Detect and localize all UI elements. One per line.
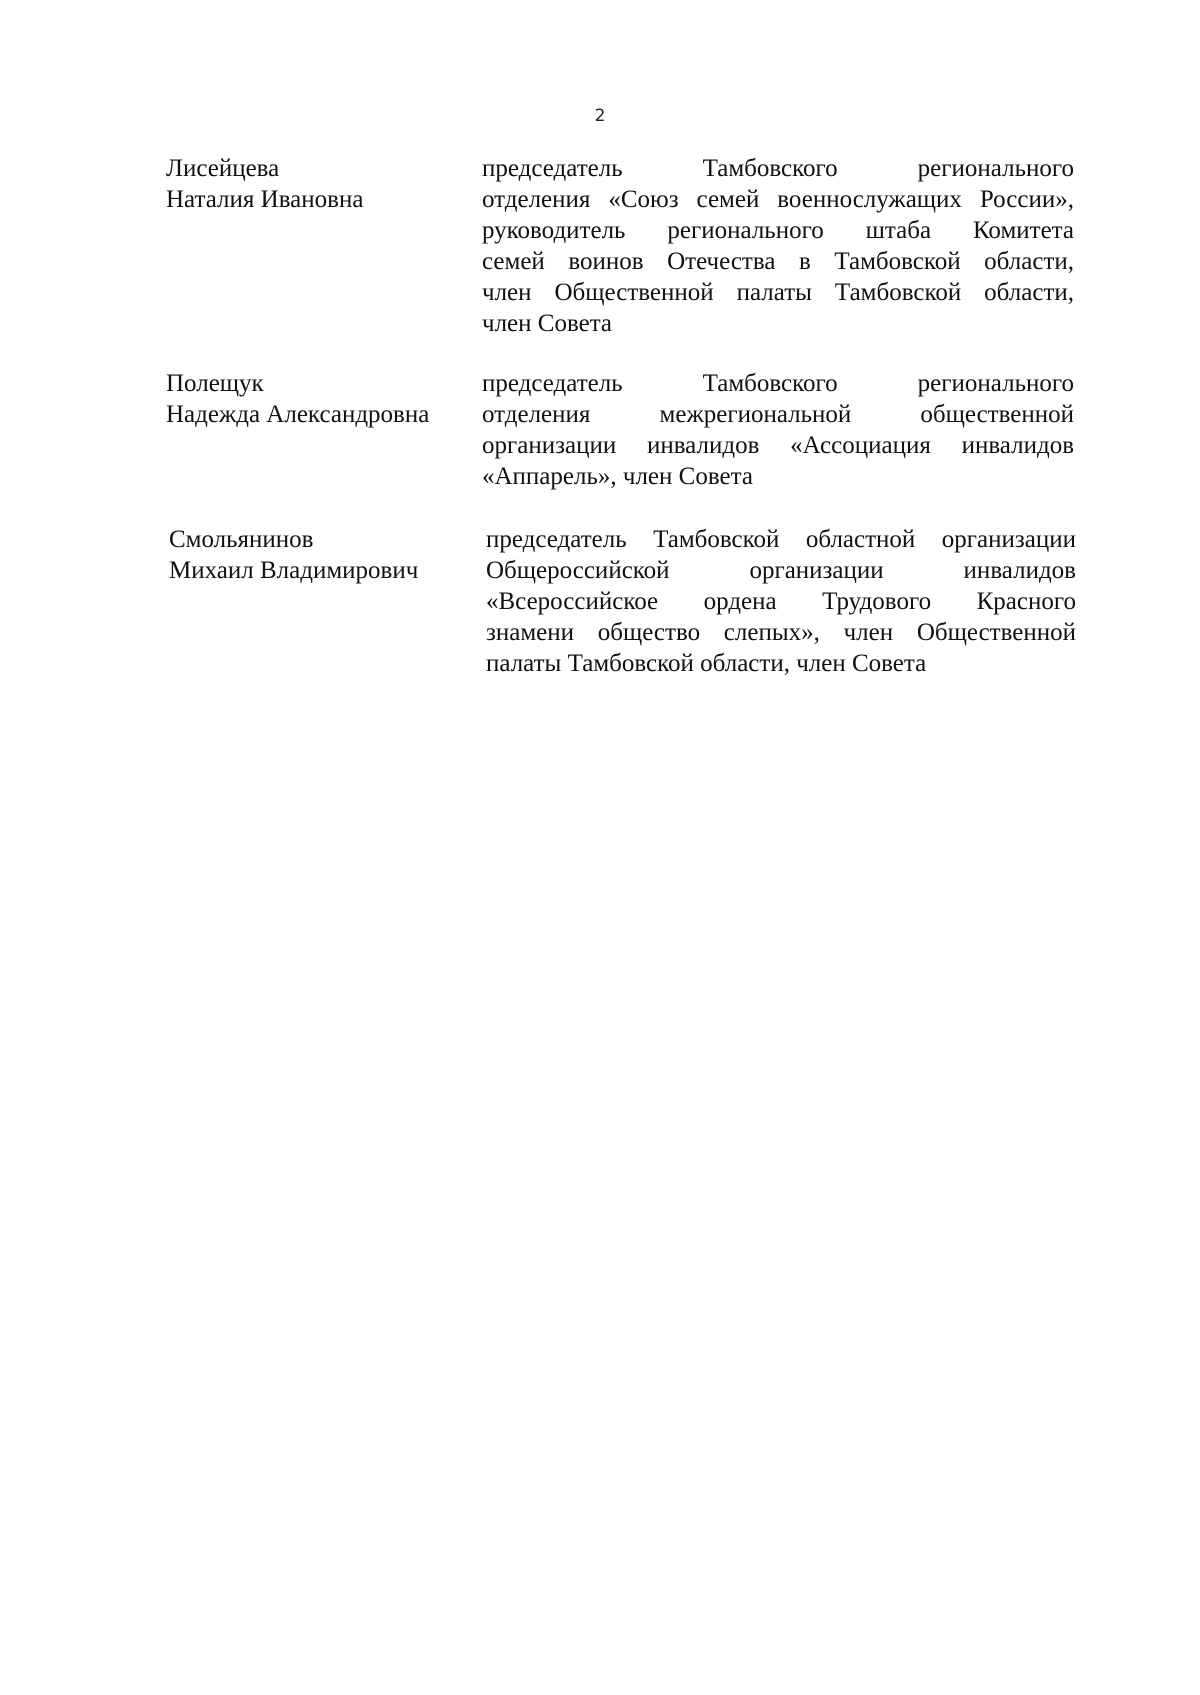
role-line: руководитель регионального штаба Комитета: [482, 217, 1074, 244]
page-number: 2: [594, 106, 606, 126]
member-role: [482, 153, 1074, 339]
role-line: «Аппарель», член Совета: [482, 463, 753, 490]
member-role: [482, 368, 1074, 492]
member-name: [166, 153, 466, 215]
role-line: отделения «Союз семей военнослужащих России»,: [482, 186, 1074, 213]
role-line: член Совета: [482, 310, 613, 337]
member-given-names: Надежда Александровна: [166, 401, 430, 428]
role-line: председатель Тамбовского регионального: [482, 155, 1074, 182]
role-line: организации инвалидов «Ассоциация инвалидов: [482, 432, 1074, 459]
member-name: [166, 368, 466, 430]
role-line: Общероссийской организации инвалидов: [486, 557, 1076, 584]
role-line: знамени общество слепых», член Общественной: [486, 619, 1076, 646]
role-line: «Всероссийское ордена Трудового Красного: [486, 588, 1076, 615]
member-given-names: Наталия Ивановна: [166, 186, 364, 213]
role-line: отделения межрегиональной общественной: [482, 401, 1074, 428]
member-surname: Лисейцева: [166, 155, 280, 182]
role-line: председатель Тамбовской областной организации: [486, 526, 1076, 553]
role-line: председатель Тамбовского регионального: [482, 370, 1074, 397]
member-surname: Полещук: [166, 370, 264, 397]
role-line: семей воинов Отечества в Тамбовской области,: [482, 248, 1074, 275]
role-line: член Общественной палаты Тамбовской области,: [482, 279, 1074, 306]
member-surname: Смольянинов: [169, 526, 314, 553]
member-role: [486, 524, 1076, 679]
member-given-names: Михаил Владимирович: [169, 557, 419, 584]
role-line: палаты Тамбовской области, член Совета: [486, 650, 927, 677]
member-name: [169, 524, 469, 586]
